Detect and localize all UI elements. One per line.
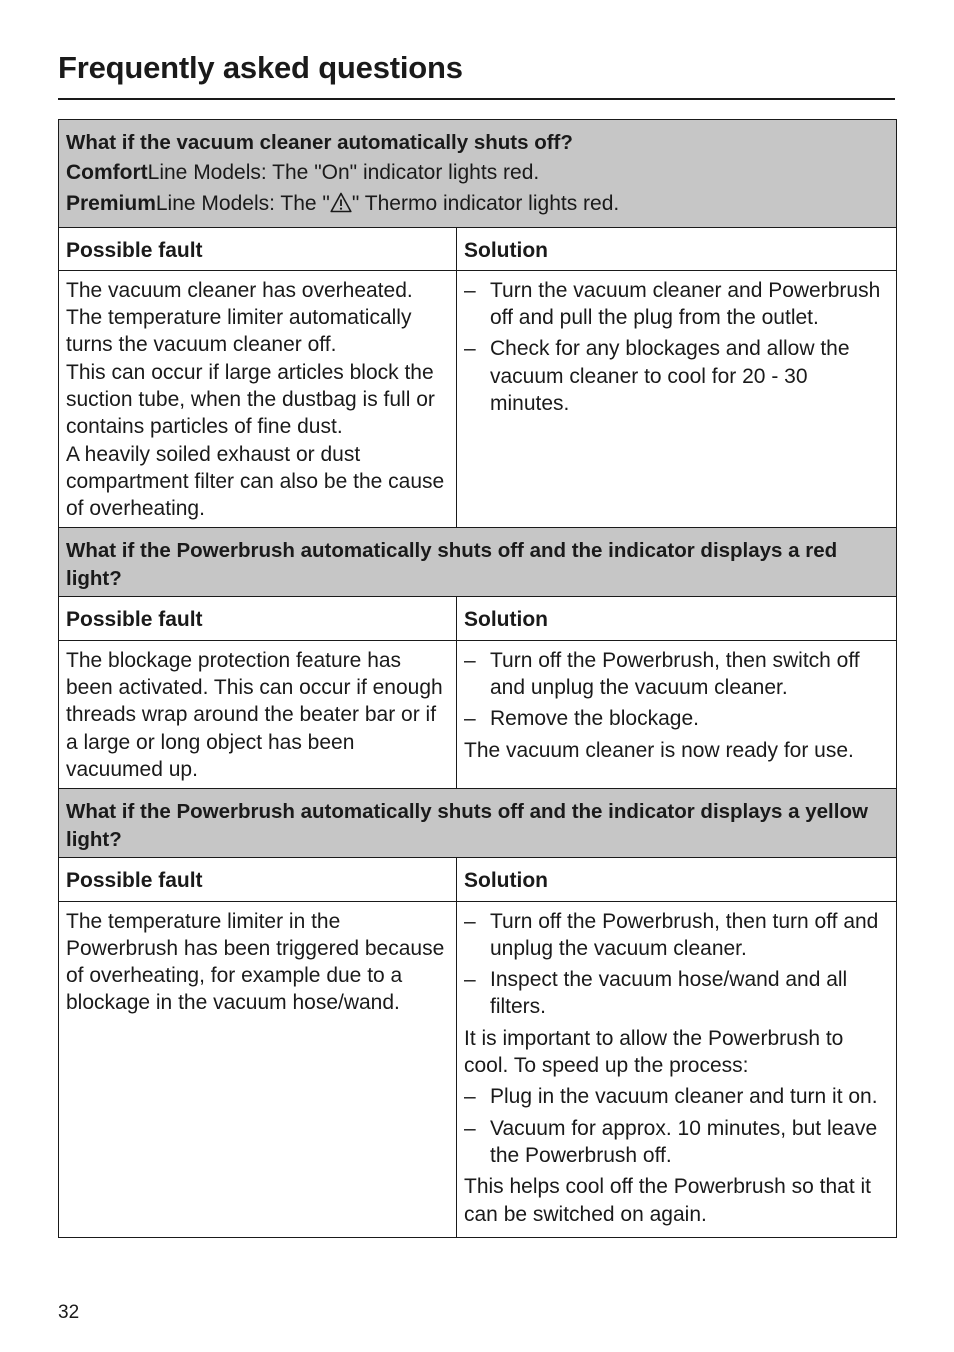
fault-text: The temperature limiter in the Powerbrush has been triggered because of overheating, for example due to a blockage in the vacuum hose/wand.	[66, 909, 445, 1015]
possible-fault-header: Possible fault	[59, 597, 457, 640]
solution-item: – Turn off the Powerbrush, then switch off and unplug the vacuum cleaner.	[464, 647, 889, 702]
header-row	[59, 858, 897, 901]
possible-fault-header: Possible fault	[59, 227, 457, 270]
solution-list	[464, 277, 889, 417]
question-text: What if the Powerbrush automatically shuts off and the indicator displays a red light?	[66, 539, 838, 590]
solution-list	[464, 908, 889, 1021]
faq-table	[58, 119, 897, 1238]
solution-item: – Remove the blockage.	[464, 705, 889, 732]
solution-header: Solution	[457, 227, 897, 270]
question-row-yellow-light	[59, 789, 897, 858]
solution-item: – Check for any blockages and allow the vacuum cleaner to cool for 20 - 30 minutes.	[464, 335, 889, 417]
solution-item: – Turn the vacuum cleaner and Powerbrush off and pull the plug from the outlet.	[464, 277, 889, 332]
comfortline-note	[66, 157, 889, 189]
fault-cell	[59, 640, 457, 788]
premiumline-note	[66, 188, 889, 223]
premium-text-before: Line Models: The "	[155, 192, 330, 215]
solution-note: It is important to allow the Powerbrush to cool. To speed up the process:	[464, 1026, 844, 1078]
premium-label: Premium	[66, 192, 156, 215]
fault-cell	[59, 901, 457, 1237]
header-row	[59, 597, 897, 640]
possible-fault-header: Possible fault	[59, 858, 457, 901]
content-row	[59, 901, 897, 1237]
solution-header: Solution	[457, 597, 897, 640]
solution-cell	[457, 270, 897, 528]
title-divider	[58, 98, 895, 100]
solution-item: – Vacuum for approx. 10 minutes, but leave the Powerbrush off.	[464, 1115, 889, 1170]
question-text: What if the vacuum cleaner automatically shuts off?	[66, 131, 573, 154]
page-number: 32	[58, 1302, 80, 1323]
comfort-label: Comfort	[66, 160, 148, 184]
solution-cell	[457, 901, 897, 1237]
question-text: What if the Powerbrush automatically shuts off and the indicator displays a yellow light?	[66, 800, 868, 851]
solution-item: – Turn off the Powerbrush, then turn off and unplug the vacuum cleaner.	[464, 908, 889, 963]
solution-item: – Inspect the vacuum hose/wand and all filters.	[464, 966, 889, 1021]
header-row	[59, 227, 897, 270]
fault-text: The vacuum cleaner has overheated. The temperature limiter automatically turns the vacuum cleaner off. This can occur if large articles block the suction tube, when the dustbag is full or contains particles of fine dust. A heavily soiled exhaust or dust compartment filter can also be the cause of overheating.	[66, 278, 445, 521]
solution-note: The vacuum cleaner is now ready for use.	[464, 738, 854, 762]
fault-cell	[59, 270, 457, 528]
content-row	[59, 640, 897, 788]
content-row	[59, 270, 897, 528]
solution-header: Solution	[457, 858, 897, 901]
warning-triangle-icon	[330, 191, 352, 223]
comfort-text: Line Models: The "On" indicator lights red.	[147, 160, 540, 184]
question-row-red-light	[59, 528, 897, 597]
solution-item: – Plug in the vacuum cleaner and turn it on.	[464, 1083, 889, 1110]
solution-note: This helps cool off the Powerbrush so that it can be switched on again.	[464, 1175, 871, 1226]
page-title: Frequently asked questions	[58, 50, 463, 85]
solution-cell	[457, 640, 897, 788]
fault-text: The blockage protection feature has been activated. This can occur if enough threads wrap around the beater bar or if a large or long object has been vacuumed up.	[66, 648, 443, 781]
solution-list	[464, 647, 889, 733]
question-row-shutoff	[59, 120, 897, 228]
solution-list	[464, 1083, 889, 1169]
premium-text-after: " Thermo indicator lights red.	[351, 192, 620, 215]
